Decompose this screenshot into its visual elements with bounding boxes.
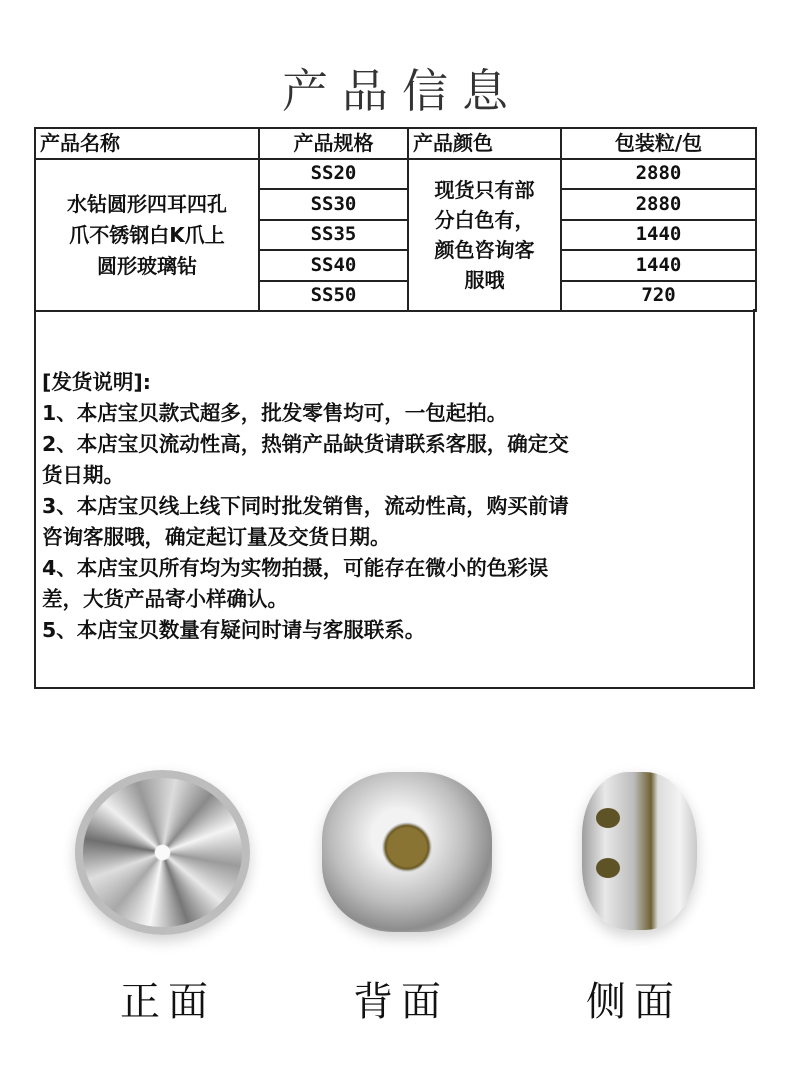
product-name-line: 爪不锈钢白K爪上 xyxy=(69,223,225,248)
rhinestone-front-photo xyxy=(75,770,250,935)
notes-line: 2、本店宝贝流动性高，热销产品缺货请联系客服，确定交 xyxy=(42,432,569,456)
notes-line: 咨询客服哦，确定起订量及交货日期。 xyxy=(42,525,391,549)
spec-cell: SS20 xyxy=(259,159,408,190)
header-pack-qty: 包装粒/包 xyxy=(561,128,756,159)
color-note-cell xyxy=(408,159,561,312)
table-row xyxy=(35,159,756,190)
table-header-row xyxy=(35,128,756,159)
header-spec: 产品规格 xyxy=(259,128,408,159)
header-color: 产品颜色 xyxy=(408,128,561,159)
notes-line: 1、本店宝贝款式超多，批发零售均可，一包起拍。 xyxy=(42,401,508,425)
notes-line: 4、本店宝贝所有均为实物拍摄，可能存在微小的色彩误 xyxy=(42,556,549,580)
color-note-line: 服哦 xyxy=(464,267,505,292)
rhinestone-side-photo xyxy=(582,772,697,930)
notes-line: 3、本店宝贝线上线下同时批发销售，流动性高，购买前请 xyxy=(42,494,569,518)
spec-cell: SS30 xyxy=(259,189,408,220)
caption-front: 正面 xyxy=(120,979,216,1025)
spec-cell: SS35 xyxy=(259,220,408,251)
product-name-line: 水钻圆形四耳四孔 xyxy=(67,192,227,217)
page-title: 产品信息 xyxy=(282,64,522,118)
qty-cell: 720 xyxy=(561,281,756,312)
spec-cell: SS50 xyxy=(259,281,408,312)
qty-cell: 2880 xyxy=(561,159,756,190)
qty-cell: 1440 xyxy=(561,220,756,251)
header-product-name: 产品名称 xyxy=(35,128,259,159)
notes-line: 5、本店宝贝数量有疑问时请与客服联系。 xyxy=(42,618,426,642)
shipping-notes-box xyxy=(34,309,755,689)
color-note-line: 现货只有部 xyxy=(434,177,535,202)
caption-side: 侧面 xyxy=(586,979,682,1025)
caption-back: 背面 xyxy=(353,979,449,1025)
spec-cell: SS40 xyxy=(259,250,408,281)
notes-line: 货日期。 xyxy=(42,463,124,487)
qty-cell: 1440 xyxy=(561,250,756,281)
product-spec-table xyxy=(34,127,757,312)
qty-cell: 2880 xyxy=(561,189,756,220)
notes-line: 差，大货产品寄小样确认。 xyxy=(42,587,288,611)
color-note-line: 颜色咨询客 xyxy=(434,237,535,262)
color-note-line: 分白色有， xyxy=(434,207,535,232)
product-name-line: 圆形玻璃钻 xyxy=(97,254,197,279)
notes-heading: [发货说明]: xyxy=(42,370,151,394)
product-name-cell xyxy=(35,159,259,312)
rhinestone-back-photo xyxy=(322,772,492,932)
